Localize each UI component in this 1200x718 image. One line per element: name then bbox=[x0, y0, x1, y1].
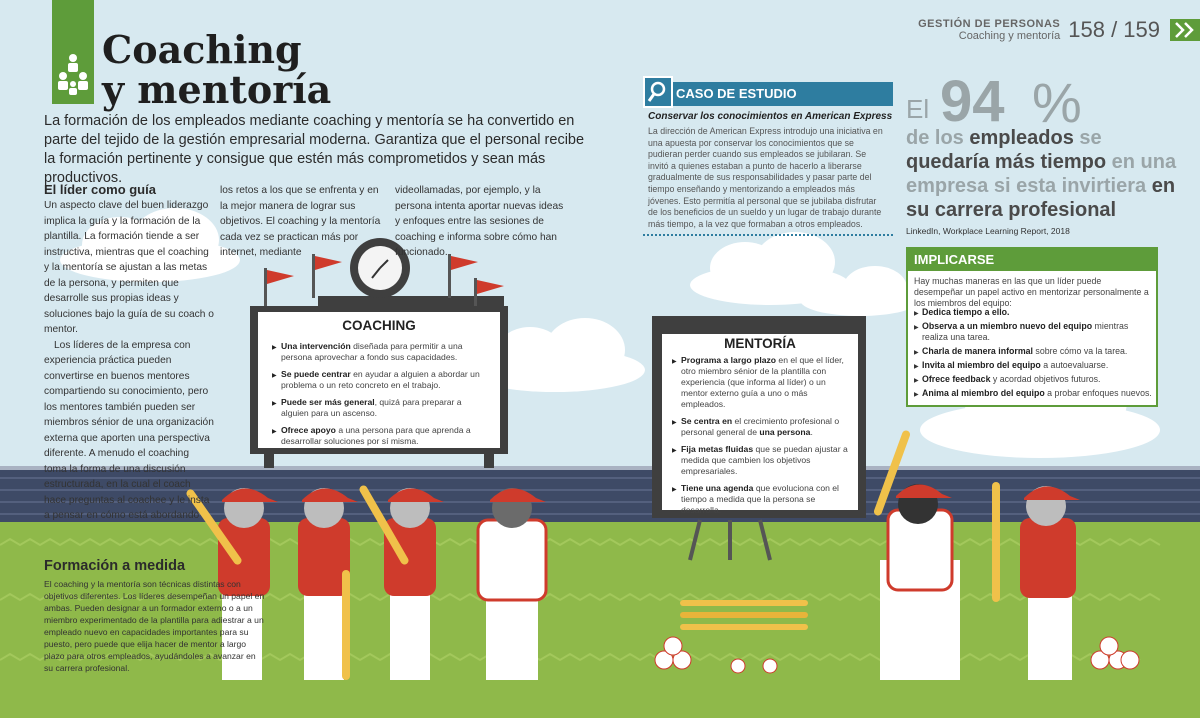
mentoria-title: MENTORÍA bbox=[724, 336, 796, 351]
stat-unit: % bbox=[1032, 71, 1082, 134]
list-item: ▶ Puede ser más general, quizá para preparar a alguien para un ascenso. bbox=[272, 397, 490, 419]
list-item: ▶ Tiene una agenda que evoluciona con el tiempo a medida que la persona se desarrolla. bbox=[672, 483, 850, 516]
list-item: ▶ Anima al miembro del equipo a probar enfoques nuevos. bbox=[914, 388, 1154, 399]
double-chevron-right-icon bbox=[1170, 19, 1200, 41]
mentoria-list bbox=[672, 355, 850, 516]
case-study-subtitle: Conservar los conocimientos en American Express bbox=[648, 111, 893, 122]
stat-value: 94 bbox=[940, 69, 1005, 134]
list-item: ▶ Dedica tiempo a ello. bbox=[914, 307, 1154, 318]
list-item: ▶ Se centra en el crecimiento profesional o personal general de una persona. bbox=[672, 416, 850, 438]
list-item: ▶ Charla de manera informal sobre cómo va la tarea. bbox=[914, 346, 1154, 357]
page-title: Coaching y mentoría bbox=[102, 27, 332, 112]
subsection-label: Coaching y mentoría bbox=[958, 30, 1061, 42]
intro-paragraph: La formación de los empleados mediante coaching y mentoría se ha convertido en parte del tejido de la gestión empresarial moderna. Garantiza que el personal recibe la formación pertinente y consigue que estén más comprometidos y sean más productivos. bbox=[44, 113, 585, 186]
page-numbers: 158 / 159 bbox=[1068, 17, 1160, 42]
case-study-body: La dirección de American Express introdujo una iniciativa en una apuesta por conservar los conocimientos que se pudieran perder cuando sus empleados se jubilaran. Se invitó a quienes estaban a punto de hacerlo a liberarse gradualmente de sus responsabilidades y pasar parte del tiempo enseñando y mentorizando a empleados más jóvenes. Esto permitía al personal que se jubilaba disfrutar de los beneficios de un sueldo y un lugar de trabajo durante más tiempo, a la vez que formaban a otros empleados. bbox=[648, 126, 883, 229]
divider bbox=[643, 234, 893, 236]
list-item: ▶ Fija metas fluidas que se puedan ajustar a medida que cambien los objetivos empresariales. bbox=[672, 444, 850, 477]
mentoria-board bbox=[662, 334, 858, 515]
list-item: ▶ Ofrece feedback y acordad objetivos futuros. bbox=[914, 374, 1154, 385]
implicarse-list bbox=[914, 307, 1154, 402]
coaching-list bbox=[272, 341, 490, 447]
title-badge bbox=[52, 0, 94, 104]
implicarse-intro: Hay muchas maneras en las que un líder puede desempeñar un papel activo en mentorizar personalmente a los miembros del equipo: bbox=[914, 276, 1149, 308]
magnifier-icon bbox=[643, 76, 673, 108]
coaching-board bbox=[258, 312, 500, 448]
formacion-body: El coaching y la mentoría son técnicas distintas con objetivos diferentes. Los líderes desempeñan un papel en ambas. Pueden designar a un formador externo o a un miembro experimentado de la plantilla para adiestrar a un empleado nuevo en capacidades importantes para su puesto, pero puede que elija hacer de mentor a largo plazo para otros empleados, ayudándoles a avanzar en su carrera profesional. bbox=[44, 579, 265, 673]
section-label: GESTIÓN DE PERSONAS bbox=[918, 18, 1061, 30]
people-group-icon bbox=[52, 0, 94, 104]
stat-description: de los empleados se quedaría más tiempo en una empresa si esta invirtiera en su carrera profesional bbox=[906, 127, 1177, 221]
leader-heading: El líder como guía bbox=[44, 182, 156, 197]
leader-column-3: videollamadas, por ejemplo, y la persona intenta aportar nuevas ideas y enfoques entre las sesiones de coaching e informa sobre cómo han funcionado. bbox=[395, 185, 564, 258]
list-item: ▶ Programa a largo plazo en el que el líder, otro miembro sénior de la plantilla con experiencia (que informa al líder) o un mentor externo guía a uno o más empleados. bbox=[672, 355, 850, 410]
baseball-bat-icon bbox=[680, 600, 808, 630]
list-item: ▶ Ofrece apoyo a una persona para que aprenda a desarrollar soluciones por sí misma. bbox=[272, 425, 490, 447]
page-header bbox=[918, 12, 1200, 48]
leader-column-1: Un aspecto clave del buen liderazgo implica la guía y la formación de la plantilla. La formación tiende a ser instructiva, mientras que el coaching y la mentoría se ajustan a las metas de la persona, y permiten que desarrolle sus propias ideas y soluciones bajo la guía de su coach o mentor. Los líderes de la empresa con experiencia práctica pueden convertirse en buenos mentores compartiendo su conocimiento, pero los mentores también pueden ser miembros sénior de una organización externa que aporten una perspectiva diferente. A menudo el coaching toma la forma de una discusión estructurada, en la cual el coach hace preguntas al coachee y le insta a pensar en cómo está abordando bbox=[44, 200, 214, 521]
implicarse-title: IMPLICARSE bbox=[914, 252, 995, 267]
list-item: ▶ Invita al miembro del equipo a autoevaluarse. bbox=[914, 360, 1154, 371]
case-study-label: CASO DE ESTUDIO bbox=[676, 86, 797, 101]
leader-column-2: los retos a los que se enfrenta y en la mejor manera de lograr sus objetivos. El coaching y la mentoría cada vez se practican más por internet, mediante bbox=[220, 185, 381, 258]
coaching-title: COACHING bbox=[342, 318, 416, 333]
formacion-heading: Formación a medida bbox=[44, 558, 186, 574]
stat-prefix: El bbox=[906, 94, 930, 124]
stat-source: LinkedIn, Workplace Learning Report, 2018 bbox=[906, 226, 1070, 236]
list-item: ▶ Una intervención diseñada para permitir a una persona aprovechar a fondo sus capacidades. bbox=[272, 341, 490, 363]
list-item: ▶ Se puede centrar en ayudar a alguien a abordar un problema o un reto concreto en el trabajo. bbox=[272, 369, 490, 391]
list-item: ▶ Observa a un miembro nuevo del equipo mientras realiza una tarea. bbox=[914, 321, 1154, 343]
